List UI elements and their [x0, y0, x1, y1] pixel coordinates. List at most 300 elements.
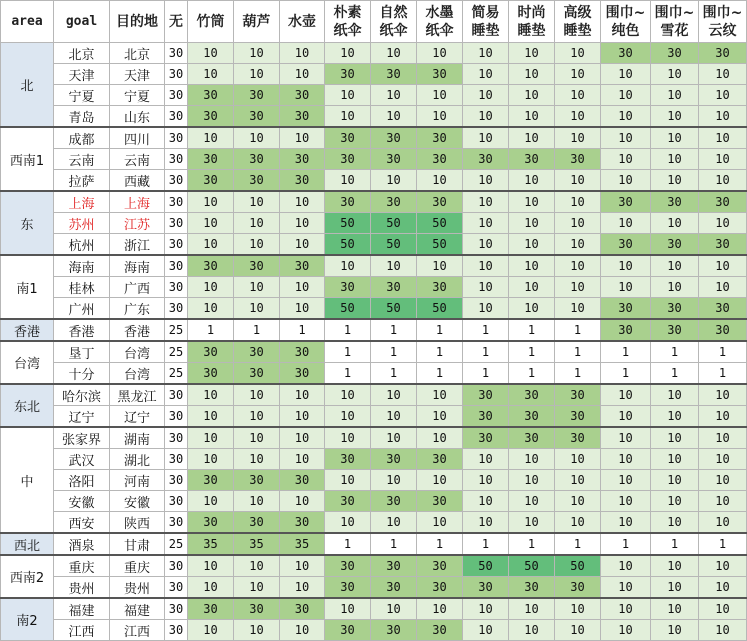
- value-cell: 10: [699, 170, 747, 192]
- value-cell: 30: [371, 277, 417, 298]
- area-cell: 东北: [1, 384, 54, 427]
- column-header-text: 睡垫: [517, 22, 546, 39]
- column-header-text: 简易: [471, 4, 500, 21]
- value-cell: 1: [463, 341, 509, 363]
- value-cell: 10: [234, 277, 280, 298]
- column-header: [188, 1, 234, 43]
- goal-cell: 宁夏: [54, 85, 110, 106]
- value-cell: 10: [601, 577, 651, 599]
- goal-cell: 云南: [54, 149, 110, 170]
- area-cell: 南1: [1, 255, 54, 319]
- goal-cell: 哈尔滨: [54, 384, 110, 406]
- value-cell: 1: [417, 319, 463, 341]
- value-cell: 10: [371, 85, 417, 106]
- value-cell: 10: [509, 598, 555, 620]
- column-header-text: 围巾~: [654, 4, 695, 21]
- value-cell: 50: [555, 555, 601, 577]
- destination-cell: 湖北: [110, 449, 165, 470]
- destination-cell: 江苏: [110, 213, 165, 234]
- value-cell: 30: [371, 491, 417, 512]
- value-cell: 50: [417, 234, 463, 256]
- value-cell: 30: [651, 298, 699, 320]
- value-cell: 30: [417, 191, 463, 213]
- base-value-cell: 30: [165, 427, 188, 449]
- value-cell: 10: [371, 512, 417, 534]
- value-cell: 50: [417, 298, 463, 320]
- goal-cell: 苏州: [54, 213, 110, 234]
- value-cell: 30: [371, 555, 417, 577]
- value-cell: 10: [651, 598, 699, 620]
- value-cell: 50: [325, 234, 371, 256]
- column-header: [1, 1, 54, 43]
- value-cell: 30: [188, 85, 234, 106]
- column-header-text: 纸伞: [379, 22, 408, 39]
- value-cell: 10: [371, 384, 417, 406]
- column-header-text: 睡垫: [563, 22, 592, 39]
- destination-cell: 浙江: [110, 234, 165, 256]
- value-cell: 10: [188, 234, 234, 256]
- value-cell: 30: [280, 512, 325, 534]
- value-cell: 10: [417, 170, 463, 192]
- destination-cell: 江西: [110, 620, 165, 641]
- value-cell: 1: [601, 341, 651, 363]
- value-cell: 10: [417, 470, 463, 491]
- area-cell: 中: [1, 427, 54, 533]
- value-cell: 30: [417, 149, 463, 170]
- value-cell: 10: [188, 620, 234, 641]
- base-value-cell: 30: [165, 406, 188, 428]
- goal-cell: 海南: [54, 255, 110, 277]
- value-cell: 10: [188, 427, 234, 449]
- value-cell: 10: [234, 127, 280, 149]
- destination-cell: 湖南: [110, 427, 165, 449]
- value-cell: 10: [417, 255, 463, 277]
- goal-cell: 江西: [54, 620, 110, 641]
- value-cell: 30: [651, 234, 699, 256]
- column-header: [463, 1, 509, 43]
- base-value-cell: 30: [165, 384, 188, 406]
- value-cell: 10: [280, 384, 325, 406]
- goal-cell: 十分: [54, 363, 110, 385]
- value-cell: 30: [463, 427, 509, 449]
- table-row: [1, 43, 747, 64]
- base-value-cell: 30: [165, 277, 188, 298]
- table-row: [1, 106, 747, 128]
- value-cell: 30: [463, 384, 509, 406]
- table-row: [1, 255, 747, 277]
- value-cell: 10: [651, 170, 699, 192]
- destination-cell: 四川: [110, 127, 165, 149]
- value-cell: 1: [371, 533, 417, 555]
- value-cell: 10: [280, 234, 325, 256]
- value-cell: 10: [555, 470, 601, 491]
- value-cell: 10: [555, 43, 601, 64]
- table-row: [1, 213, 747, 234]
- destination-cell: 重庆: [110, 555, 165, 577]
- value-cell: 1: [651, 533, 699, 555]
- value-cell: 10: [463, 127, 509, 149]
- base-value-cell: 30: [165, 598, 188, 620]
- value-cell: 10: [555, 491, 601, 512]
- value-cell: 1: [325, 341, 371, 363]
- goal-cell: 重庆: [54, 555, 110, 577]
- column-header-text: 围巾~: [702, 4, 743, 21]
- value-cell: 1: [651, 363, 699, 385]
- value-cell: 10: [417, 106, 463, 128]
- value-cell: 10: [417, 598, 463, 620]
- value-cell: 10: [555, 620, 601, 641]
- value-cell: 30: [325, 577, 371, 599]
- value-cell: 10: [234, 427, 280, 449]
- value-cell: 10: [463, 298, 509, 320]
- value-cell: 10: [699, 577, 747, 599]
- value-cell: 10: [371, 598, 417, 620]
- value-cell: 30: [509, 149, 555, 170]
- column-header: [601, 1, 651, 43]
- value-cell: 10: [699, 277, 747, 298]
- value-cell: 1: [188, 319, 234, 341]
- value-cell: 30: [280, 255, 325, 277]
- table-row: [1, 406, 747, 428]
- value-cell: 10: [463, 598, 509, 620]
- base-value-cell: 25: [165, 319, 188, 341]
- value-cell: 30: [699, 191, 747, 213]
- area-cell: 南2: [1, 598, 54, 641]
- value-cell: 10: [417, 43, 463, 64]
- value-cell: 30: [699, 234, 747, 256]
- value-cell: 10: [651, 277, 699, 298]
- value-cell: 10: [699, 64, 747, 85]
- value-cell: 10: [188, 449, 234, 470]
- value-cell: 10: [555, 298, 601, 320]
- column-header-text: 目的地: [116, 13, 158, 30]
- value-cell: 1: [463, 533, 509, 555]
- value-cell: 10: [555, 64, 601, 85]
- value-cell: 10: [234, 64, 280, 85]
- value-cell: 10: [699, 555, 747, 577]
- value-cell: 10: [651, 427, 699, 449]
- value-cell: 10: [417, 85, 463, 106]
- base-value-cell: 30: [165, 191, 188, 213]
- value-cell: 1: [509, 533, 555, 555]
- area-cell: 北: [1, 43, 54, 128]
- area-cell: 西南2: [1, 555, 54, 598]
- value-cell: 10: [509, 106, 555, 128]
- value-cell: 30: [417, 577, 463, 599]
- value-cell: 1: [371, 319, 417, 341]
- value-cell: 30: [234, 341, 280, 363]
- value-cell: 10: [325, 106, 371, 128]
- value-cell: 10: [651, 555, 699, 577]
- value-cell: 10: [651, 384, 699, 406]
- value-cell: 10: [463, 620, 509, 641]
- value-cell: 30: [234, 255, 280, 277]
- value-cell: 10: [555, 255, 601, 277]
- value-cell: 10: [509, 234, 555, 256]
- value-cell: 10: [234, 298, 280, 320]
- value-cell: 30: [280, 170, 325, 192]
- column-header-text: 围巾~: [605, 4, 646, 21]
- column-header-text: 无: [169, 13, 183, 30]
- value-cell: 30: [651, 191, 699, 213]
- value-cell: 30: [280, 149, 325, 170]
- table-row: [1, 149, 747, 170]
- destination-cell: 宁夏: [110, 85, 165, 106]
- table-row: [1, 64, 747, 85]
- value-cell: 30: [280, 363, 325, 385]
- value-cell: 10: [234, 577, 280, 599]
- value-cell: 10: [188, 298, 234, 320]
- value-cell: 10: [188, 213, 234, 234]
- goal-cell: 辽宁: [54, 406, 110, 428]
- value-cell: 10: [280, 620, 325, 641]
- value-cell: 30: [188, 341, 234, 363]
- value-cell: 1: [509, 319, 555, 341]
- value-cell: 10: [417, 427, 463, 449]
- value-cell: 35: [234, 533, 280, 555]
- table-row: [1, 577, 747, 599]
- value-cell: 30: [280, 470, 325, 491]
- value-cell: 10: [371, 427, 417, 449]
- goal-cell: 香港: [54, 319, 110, 341]
- value-cell: 30: [417, 620, 463, 641]
- value-cell: 1: [699, 341, 747, 363]
- value-cell: 10: [601, 384, 651, 406]
- value-cell: 10: [371, 106, 417, 128]
- value-cell: 30: [371, 149, 417, 170]
- value-cell: 10: [651, 449, 699, 470]
- value-cell: 10: [509, 64, 555, 85]
- value-cell: 10: [699, 255, 747, 277]
- value-cell: 10: [601, 449, 651, 470]
- value-cell: 30: [371, 127, 417, 149]
- value-cell: 10: [555, 106, 601, 128]
- value-cell: 10: [280, 277, 325, 298]
- value-cell: 10: [417, 384, 463, 406]
- value-cell: 10: [699, 85, 747, 106]
- value-cell: 10: [280, 213, 325, 234]
- value-cell: 30: [325, 127, 371, 149]
- value-cell: 10: [699, 598, 747, 620]
- column-header-text: 高级: [563, 4, 592, 21]
- destination-cell: 辽宁: [110, 406, 165, 428]
- value-cell: 10: [463, 512, 509, 534]
- value-cell: 30: [188, 363, 234, 385]
- value-cell: 10: [463, 491, 509, 512]
- value-cell: 30: [188, 512, 234, 534]
- value-cell: 10: [325, 598, 371, 620]
- value-cell: 10: [555, 598, 601, 620]
- value-cell: 10: [280, 406, 325, 428]
- value-cell: 10: [325, 170, 371, 192]
- value-cell: 1: [699, 533, 747, 555]
- value-cell: 30: [325, 277, 371, 298]
- value-cell: 1: [417, 533, 463, 555]
- value-cell: 30: [325, 620, 371, 641]
- value-cell: 30: [651, 43, 699, 64]
- value-cell: 10: [234, 384, 280, 406]
- value-cell: 10: [463, 449, 509, 470]
- value-cell: 10: [371, 170, 417, 192]
- value-cell: 10: [601, 277, 651, 298]
- value-cell: 10: [234, 213, 280, 234]
- value-cell: 10: [555, 191, 601, 213]
- destination-cell: 贵州: [110, 577, 165, 599]
- value-cell: 10: [234, 449, 280, 470]
- value-cell: 1: [371, 363, 417, 385]
- value-cell: 30: [699, 43, 747, 64]
- table-row: [1, 277, 747, 298]
- value-cell: 30: [509, 427, 555, 449]
- table-row: [1, 384, 747, 406]
- value-cell: 10: [280, 64, 325, 85]
- base-value-cell: 30: [165, 213, 188, 234]
- value-cell: 10: [234, 620, 280, 641]
- column-header-text: area: [11, 13, 43, 29]
- value-cell: 30: [555, 427, 601, 449]
- value-cell: 10: [188, 64, 234, 85]
- column-header-text: 云纹: [708, 22, 737, 39]
- value-cell: 10: [555, 277, 601, 298]
- base-value-cell: 30: [165, 106, 188, 128]
- value-cell: 10: [601, 106, 651, 128]
- value-cell: 10: [463, 234, 509, 256]
- table-row: [1, 85, 747, 106]
- value-cell: 30: [188, 255, 234, 277]
- value-cell: 1: [463, 363, 509, 385]
- value-cell: 10: [280, 191, 325, 213]
- value-cell: 10: [463, 106, 509, 128]
- value-cell: 1: [555, 341, 601, 363]
- value-cell: 10: [280, 427, 325, 449]
- value-cell: 30: [601, 298, 651, 320]
- value-cell: 10: [651, 127, 699, 149]
- goal-cell: 天津: [54, 64, 110, 85]
- column-header: [280, 1, 325, 43]
- table-row: [1, 427, 747, 449]
- table-row: [1, 512, 747, 534]
- value-cell: 1: [601, 363, 651, 385]
- value-cell: 30: [234, 470, 280, 491]
- value-cell: 30: [463, 149, 509, 170]
- column-header: [110, 1, 165, 43]
- value-cell: 10: [601, 427, 651, 449]
- value-cell: 10: [699, 512, 747, 534]
- column-header: [555, 1, 601, 43]
- value-cell: 10: [699, 620, 747, 641]
- column-header: [509, 1, 555, 43]
- destination-cell: 北京: [110, 43, 165, 64]
- destination-cell: 黑龙江: [110, 384, 165, 406]
- value-cell: 30: [601, 319, 651, 341]
- value-cell: 10: [601, 470, 651, 491]
- value-cell: 30: [417, 127, 463, 149]
- value-cell: 30: [555, 577, 601, 599]
- value-cell: 10: [651, 85, 699, 106]
- goal-cell: 酒泉: [54, 533, 110, 555]
- value-cell: 30: [651, 319, 699, 341]
- value-cell: 10: [325, 470, 371, 491]
- column-header: [165, 1, 188, 43]
- base-value-cell: 30: [165, 298, 188, 320]
- destination-cell: 陕西: [110, 512, 165, 534]
- base-value-cell: 30: [165, 449, 188, 470]
- table-body: [1, 43, 747, 641]
- value-cell: 30: [463, 577, 509, 599]
- destination-cell: 安徽: [110, 491, 165, 512]
- column-header-text: 纸伞: [425, 22, 454, 39]
- value-cell: 10: [555, 449, 601, 470]
- value-cell: 10: [188, 277, 234, 298]
- value-cell: 30: [371, 620, 417, 641]
- value-cell: 10: [234, 406, 280, 428]
- value-cell: 10: [509, 43, 555, 64]
- value-cell: 10: [188, 555, 234, 577]
- value-cell: 10: [651, 106, 699, 128]
- value-cell: 10: [651, 406, 699, 428]
- goal-cell: 武汉: [54, 449, 110, 470]
- value-cell: 10: [463, 85, 509, 106]
- value-cell: 10: [699, 106, 747, 128]
- value-cell: 10: [651, 512, 699, 534]
- value-cell: 10: [601, 555, 651, 577]
- value-cell: 10: [601, 620, 651, 641]
- value-cell: 10: [463, 213, 509, 234]
- value-cell: 10: [325, 85, 371, 106]
- value-cell: 10: [509, 449, 555, 470]
- value-cell: 30: [417, 555, 463, 577]
- value-cell: 30: [234, 363, 280, 385]
- table-row: [1, 298, 747, 320]
- value-cell: 30: [417, 277, 463, 298]
- value-cell: 10: [371, 43, 417, 64]
- goal-cell: 上海: [54, 191, 110, 213]
- value-cell: 10: [371, 255, 417, 277]
- value-cell: 10: [188, 406, 234, 428]
- value-cell: 1: [234, 319, 280, 341]
- area-cell: 香港: [1, 319, 54, 341]
- value-cell: 30: [555, 406, 601, 428]
- table-row: [1, 341, 747, 363]
- value-cell: 10: [325, 384, 371, 406]
- destination-cell: 福建: [110, 598, 165, 620]
- value-cell: 10: [188, 491, 234, 512]
- value-cell: 30: [463, 406, 509, 428]
- goal-cell: 洛阳: [54, 470, 110, 491]
- column-header: [54, 1, 110, 43]
- value-cell: 30: [325, 449, 371, 470]
- value-cell: 1: [651, 341, 699, 363]
- value-cell: 10: [417, 512, 463, 534]
- value-cell: 10: [188, 127, 234, 149]
- table-row: [1, 170, 747, 192]
- destination-cell: 上海: [110, 191, 165, 213]
- column-header: [699, 1, 747, 43]
- base-value-cell: 30: [165, 555, 188, 577]
- value-cell: 10: [555, 85, 601, 106]
- value-cell: 10: [463, 64, 509, 85]
- value-cell: 30: [325, 555, 371, 577]
- column-header-text: 朴素: [333, 4, 362, 21]
- goal-cell: 张家界: [54, 427, 110, 449]
- column-header-text: 时尚: [517, 4, 546, 21]
- value-cell: 30: [371, 64, 417, 85]
- value-cell: 30: [601, 191, 651, 213]
- destination-cell: 台湾: [110, 341, 165, 363]
- destination-cell: 台湾: [110, 363, 165, 385]
- value-cell: 10: [601, 85, 651, 106]
- table-row: [1, 319, 747, 341]
